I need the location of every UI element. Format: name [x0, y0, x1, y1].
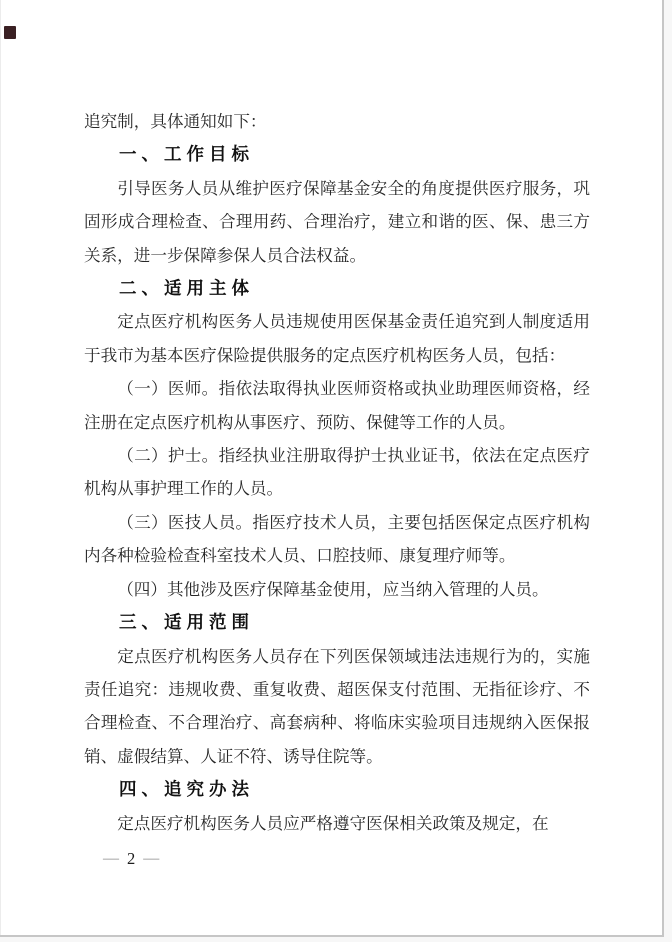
paragraph: 定点医疗机构医务人员违规使用医保基金责任追究到人制度适用于我市为基本医疗保险提供服务的定点医疗机构医务人员，包括：: [84, 312, 590, 365]
document-body: [84, 105, 590, 840]
paragraph: 定点医疗机构医务人员存在下列医保领域违法违规行为的，实施责任追究：违规收费、重复收费、超医保支付范围、无指征诊疗、不合理检查、不合理治疗、高套病种、将临床实验项目违规纳入医保报销、虚假结算、人证不符、诱导住院等。: [84, 646, 590, 766]
section-heading-4: 四、追究办法: [119, 779, 254, 800]
section-heading-1: 一、工作目标: [119, 144, 254, 165]
paragraph: 引导医务人员从维护医疗保障基金安全的角度提供医疗服务，巩固形成合理检查、合理用药、合理治疗，建立和谐的医、保、患三方关系，进一步保障参保人员合法权益。: [84, 178, 590, 265]
scan-margin-right: [664, 0, 672, 942]
section-heading-2: 二、适用主体: [119, 278, 254, 299]
list-item-4: （四）其他涉及医疗保障基金使用，应当纳入管理的人员。: [117, 579, 549, 599]
section-heading-3: 三、适用范围: [119, 612, 254, 633]
scan-margin-bottom: [0, 937, 672, 942]
page-edge-left: [0, 0, 1, 942]
continuation-paragraph: 追究制，具体通知如下：: [84, 112, 267, 131]
page-number: [103, 848, 159, 870]
list-item-3: （三）医技人员。指医疗技术人员，主要包括医保定点医疗机构内各种检验检查科室技术人员、口腔技师、康复理疗师等。: [84, 512, 590, 566]
list-item-2: （二）护士。指经执业注册取得护士执业证书，依法在定点医疗机构从事护理工作的人员。: [84, 446, 590, 499]
paragraph: 定点医疗机构医务人员应严格遵守医保相关政策及规定，在: [117, 813, 549, 833]
list-item-1: （一）医师。指依法取得执业医师资格或执业助理医师资格，经注册在定点医疗机构从事医疗、预防、保健等工作的人员。: [84, 379, 590, 432]
footer-left-dash: —: [103, 850, 119, 867]
scan-artifact-mark: [4, 26, 16, 39]
footer-page-number: 2: [127, 849, 136, 868]
footer-right-dash: —: [143, 850, 160, 867]
